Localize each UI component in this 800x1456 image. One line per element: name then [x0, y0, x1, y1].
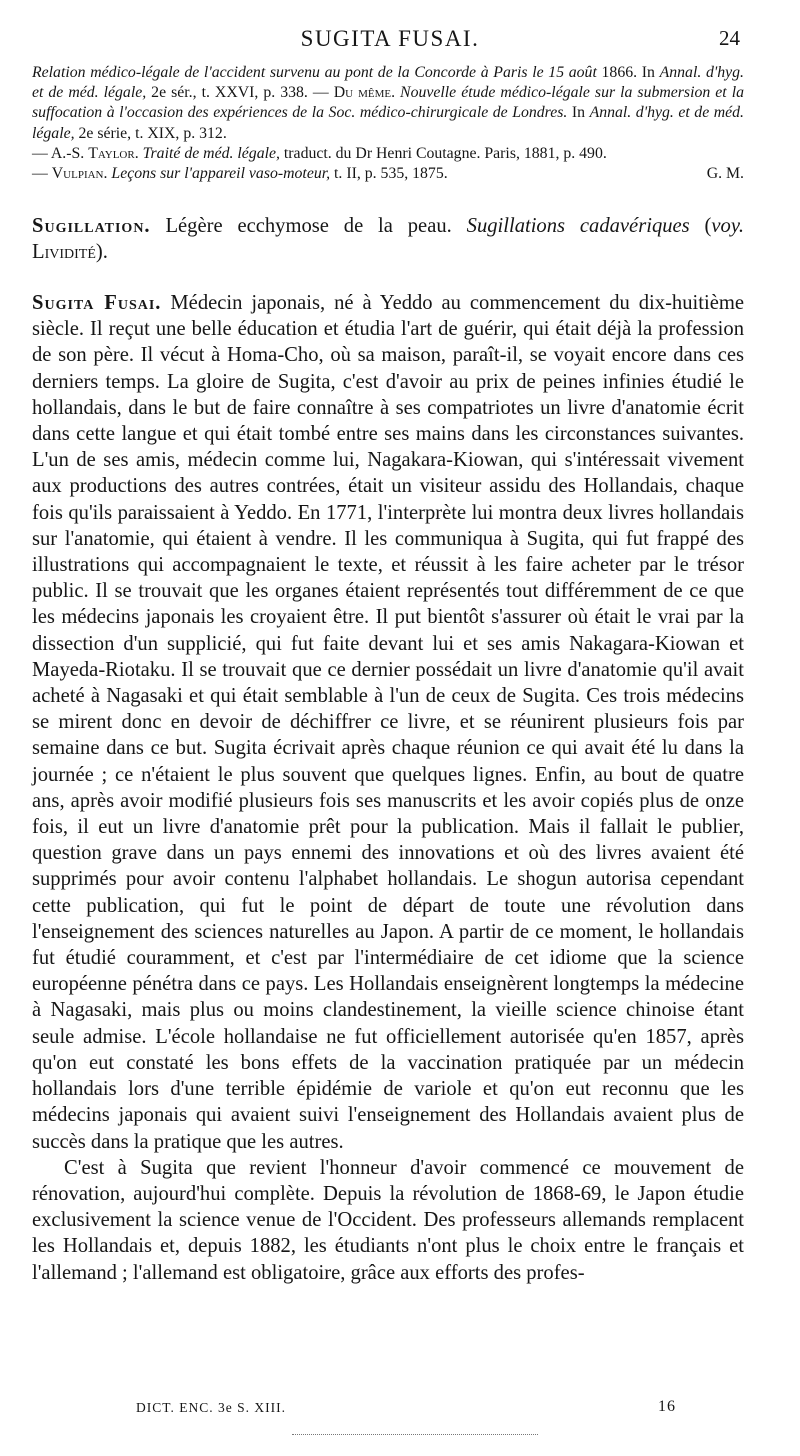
- text-segment: voy.: [711, 215, 744, 237]
- footer-signature: DICT. ENC. 3e S. XIII.: [136, 1400, 286, 1415]
- page-footer: [136, 1400, 676, 1416]
- text-segment: 2e série, t. XIX, p. 312.: [74, 124, 227, 142]
- sheet-number: 16: [658, 1398, 676, 1415]
- text-segment: Annal. d'hyg. et de méd. légale,: [32, 64, 744, 102]
- text-segment: Taylor.: [88, 144, 139, 162]
- text-segment: Relation médico-légale de l'accident survenu au pont de la Concorde à Paris le 15 août: [32, 64, 597, 81]
- text-segment: Vulpian.: [51, 165, 108, 183]
- entry-paragraph: [32, 290, 744, 1155]
- reference-entry: [32, 144, 744, 164]
- text-segment: Lividité: [32, 241, 96, 264]
- reference-entry: [32, 164, 744, 184]
- page-header: [40, 26, 740, 56]
- entry-sugita-fusai: [32, 290, 744, 1286]
- text-segment: Médecin japonais, né à Yeddo au commencement du dix-huitième siècle. Il reçut une belle éducation et étudia l'art de guérir, qui était déjà la profession de son père. Il vécut à Homa-Cho, où sa maison, paraît-il, se voyait encore dans ces derniers temps. La gloire de Sugita, c'est d'avoir au prix de peines infinies étudié le hollandais, dans le but de faire connaître à ses compatriotes un livre d'anatomie écrit dans cette langue et qui était tombé entre ses mains dans les circonstances suivantes. L'un de ses amis, médecin comme lui, Nagakara-Kiowan, qui s'intéressait vivement aux productions des autres contrées, était un visiteur assidu des Hollandais, chaque fois qu'ils paraissaient à Yeddo. En 1771, l'interprète lui montra deux livres hollandais sur l'anatomie, qui étaient à vendre. Il les communiqua à Sugita, qui fut frappé des illustrations qui accompagnaient le texte, et réussit à les faire acheter par le trésor public. Il se trouvait que les organes étaient représentés tout différemment de ce que les médecins japonais les croyaient être. Il put bientôt s'assurer où était le vrai par la dissection d'un supplicié, qui fut faite devant lui et ses amis Nakagara-Kiowan et Mayeda-Riotaku. Il se trouvait que ce dernier possédait un livre d'anatomie qu'il avait acheté à Nagasaki et qui était semblable à l'un de ceux de Sugita. Ces trois médecins se mirent donc en devoir de déchiffrer ce livre, et se réunirent plusieurs fois par semaine dans ce but. Sugita écrivait après chaque réunion ce qui avait été lu dans la journée ; ce n'étaient le plus souvent que quelques lignes. Enfin, au bout de quatre ans, après avoir modifié plusieurs fois ses manuscrits et les avoir copiés plus de onze fois, il eut un livre d'anatomie prêt pour la publication. Mais il fallait le publier, question grave dans un pays ennemi des innovations et où des livres avaient été supprimés pour avoir contenu l'alphabet hollandais. Le shogun autorisa cependant cette publication, qui fut le point de départ de toute une révolution dans l'enseignement des sciences naturelles au Japon. A partir de ce moment, le hollandais fut étudié couramment, et c'est par l'intermédiaire de cet idiome que la science européenne pénétra dans ce pays. Les Hollandais enseignèrent longtemps la médecine à Nagasaki, mais plus ou moins clandestinement, la vieille science chinoise étant seule admise. L'école hollandaise ne fut officiellement autorisée qu'en 1857, après qu'on eut constaté les bons effets de la vaccination pratiquée par un médecin hollandais lors d'une terrible épidémie de variole et qu'on eut reconnu que les médecins japonais qui avaient suivi l'enseignement des Hollandais avaient plus de succès dans la pratique que les autres.: [32, 292, 744, 1153]
- text-segment: Traité de méd. légale,: [142, 144, 280, 162]
- text-segment: (: [689, 215, 712, 237]
- text-segment: Légère ecchymose de la peau.: [150, 215, 467, 237]
- text-segment: Sugillations cadavériques: [466, 215, 690, 237]
- text-segment: C'est à Sugita que revient l'honneur d'avoir commencé ce mouvement de rénovation, aujourd'hui complète. Depuis la révolution de 1868-69, le Japon étudie exclusivement la science venue de l'Occident. Des professeurs allemands remplacent les Hollandais et, depuis 1882, les étudiants n'ont plus le choix entre le français et l'allemand ; l'allemand est obligatoire, grâce aux efforts des profes-: [32, 1156, 744, 1284]
- text-segment: 1866. In: [596, 64, 660, 81]
- author-signature: G. M.: [706, 165, 744, 183]
- text-segment: Leçons sur l'appareil vaso-moteur,: [111, 165, 331, 183]
- text-segment: ).: [95, 241, 108, 264]
- reference-entry: [32, 63, 744, 144]
- entry-paragraph: [32, 1155, 744, 1286]
- bibliography-references: [32, 63, 744, 184]
- entry-paragraph: [32, 213, 744, 265]
- text-segment: Du même.: [333, 84, 396, 102]
- text-segment: 2e sér., t. XXVI, p. 338. —: [146, 84, 334, 102]
- page-number: 24: [719, 26, 740, 50]
- text-segment: traduct. du Dr Henri Coutagne. Paris, 1881, p. 490.: [279, 144, 607, 162]
- entry-headword: Sugillation.: [32, 215, 151, 237]
- entry-sugillation: [32, 213, 744, 265]
- text-segment: In: [567, 104, 590, 122]
- text-segment: Annal. d'hyg. et de méd. légale,: [32, 104, 744, 142]
- entry-headword: Sugita Fusai.: [32, 292, 162, 314]
- running-title: SUGITA FUSAI.: [300, 26, 480, 51]
- text-segment: t. II, p. 535, 1875.: [330, 165, 448, 183]
- footer-divider: [292, 1434, 538, 1435]
- text-segment: —: [32, 165, 52, 183]
- text-segment: — A.-S.: [32, 144, 89, 162]
- text-segment: Nouvelle étude médico-légale sur la submersion et la suffocation à l'occasion des expériences de la Soc. médico-chirurgicale de Londres.: [32, 84, 744, 122]
